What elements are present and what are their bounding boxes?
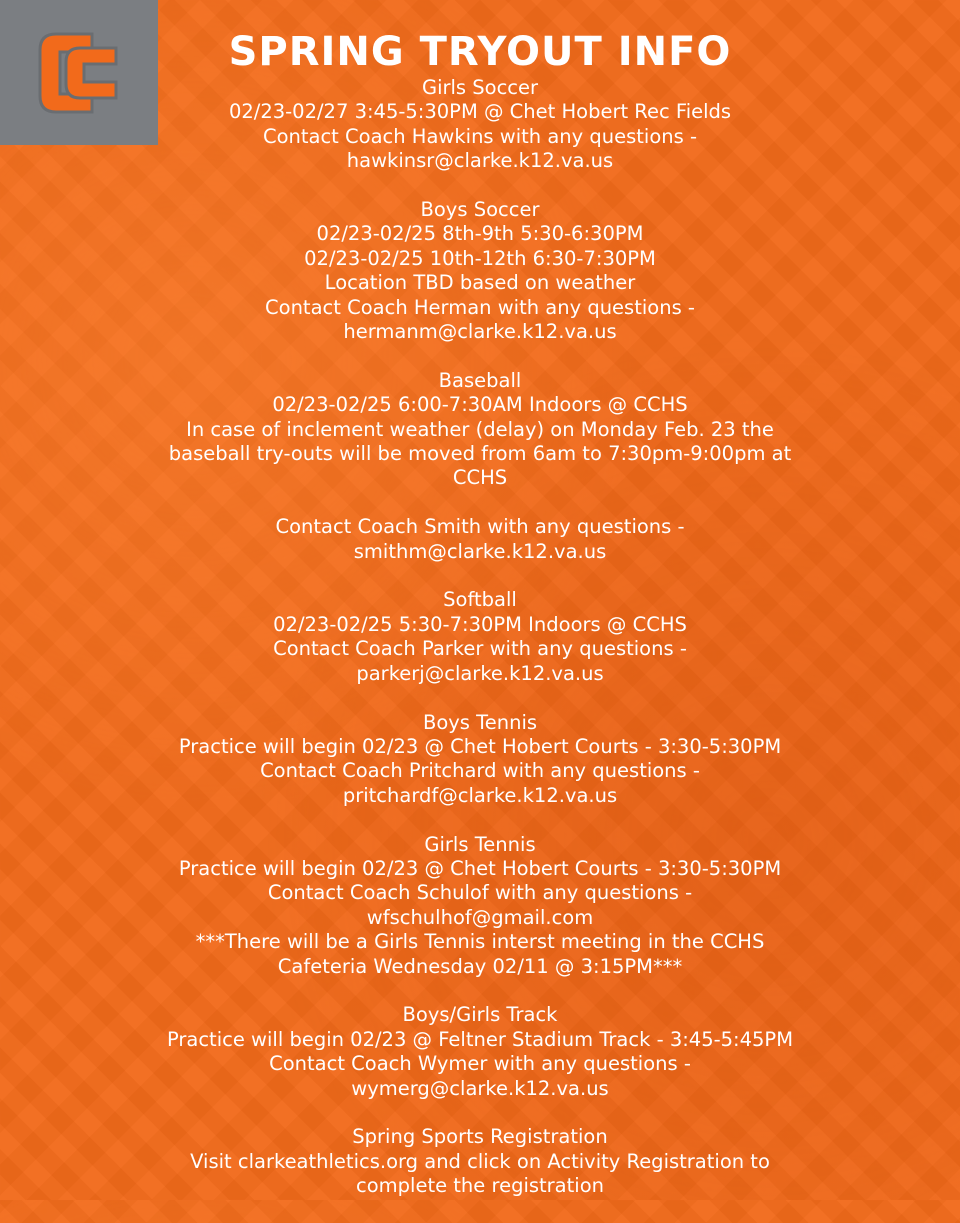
contact-line: Contact Coach Pritchard with any questions - [260,759,700,783]
section-boys-soccer [0,198,960,344]
contact-line: Contact Coach Herman with any questions - [265,295,695,319]
schedule-line: Practice will begin 02/23 @ Chet Hobert Courts - 3:30-5:30PM [178,734,782,758]
section-girls-tennis [0,833,960,979]
section-heading: Softball [443,588,517,612]
registration-line: Visit clarkeathletics.org and click on Activity Registration to [190,1149,770,1173]
contact-line: Contact Coach Hawkins with any questions - [262,124,698,148]
section-heading: Girls Soccer [421,76,539,99]
section-registration [0,1125,960,1198]
schedule-line: 02/23-02/25 8th-9th 5:30-6:30PM [316,222,644,246]
schedule-line: 02/23-02/25 5:30-7:30PM Indoors @ CCHS [273,612,687,636]
section-heading: Boys/Girls Track [402,1003,558,1027]
contact-line: Contact Coach Smith with any questions - [275,515,685,539]
schedule-line: 02/23-02/25 10th-12th 6:30-7:30PM [304,246,656,270]
section-heading: Boys Tennis [422,710,538,734]
schedule-line: Practice will begin 02/23 @ Chet Hobert Courts - 3:30-5:30PM [178,856,782,880]
note-line: Cafeteria Wednesday 02/11 @ 3:15PM*** [277,954,683,978]
contact-line: Contact Coach Parker with any questions - [273,637,687,661]
email-line: wymerg@clarke.k12.va.us [351,1076,609,1100]
page-title: SPRING TRYOUT INFO [228,29,732,75]
note-line: baseball try-outs will be moved from 6am to 7:30pm-9:00pm at [168,442,792,466]
contact-line: Contact Coach Wymer with any questions - [269,1052,691,1076]
section-baseball [0,369,960,564]
section-heading: Girls Tennis [424,832,536,856]
contact-line: Contact Coach Schulof with any questions - [267,881,693,905]
email-line: hawkinsr@clarke.k12.va.us [346,149,614,173]
section-girls-soccer [0,76,960,174]
section-track [0,1003,960,1101]
section-heading: Spring Sports Registration [352,1125,608,1149]
schedule-line: 02/23-02/25 6:00-7:30AM Indoors @ CCHS [272,393,688,417]
section-boys-tennis [0,711,960,809]
email-line: pritchardf@clarke.k12.va.us [342,783,618,807]
note-line: CCHS [452,466,508,490]
schedule-line: 02/23-02/27 3:45-5:30PM @ Chet Hobert Rec Fields [228,100,732,124]
schedule-line: Practice will begin 02/23 @ Feltner Stadium Track - 3:45-5:45PM [166,1027,794,1051]
registration-line: complete the registration [356,1174,604,1198]
note-line: ***There will be a Girls Tennis interst meeting in the CCHS [195,930,765,954]
section-heading: Baseball [438,368,522,392]
email-line: hermanm@clarke.k12.va.us [343,320,617,344]
email-line: smithm@clarke.k12.va.us [353,539,607,563]
note-line: In case of inclement weather (delay) on Monday Feb. 23 the [186,417,774,441]
tryout-list [0,76,960,1223]
section-heading: Boys Soccer [420,198,540,222]
email-line: wfschulhof@gmail.com [366,905,594,929]
email-line: parkerj@clarke.k12.va.us [356,661,604,685]
location-line: Location TBD based on weather [324,271,636,295]
blank-line [0,491,960,515]
section-softball [0,588,960,686]
